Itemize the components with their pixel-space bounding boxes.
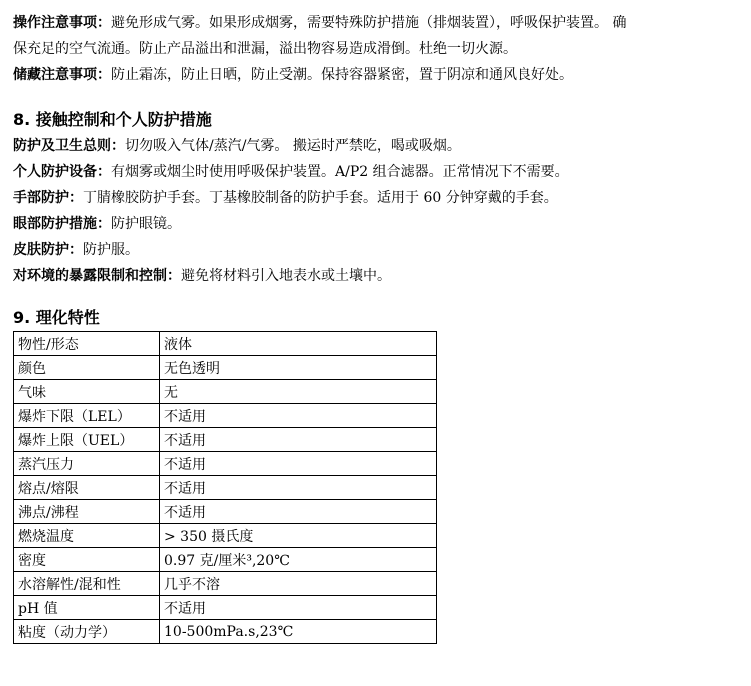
property-value: 不适用 [160, 404, 437, 428]
table-row [14, 332, 437, 356]
property-name: 气味 [14, 380, 160, 404]
section-8-item [13, 185, 569, 211]
section-9-title: 9. 理化特性 [13, 308, 100, 327]
section-9 [13, 307, 437, 644]
property-value: 几乎不溶 [160, 572, 437, 596]
table-row [14, 620, 437, 644]
property-value: 0.97 克/厘米³,20℃ [160, 548, 437, 572]
storage-text: 防止霜冻，防止日晒，防止受潮。保持容器紧密，置于阴凉和通风良好处。 [111, 67, 573, 83]
handling-text-line1: 避免形成气雾。如果形成烟雾，需要特殊防护措施（排烟装置），呼吸保护装置。 确 [111, 15, 627, 31]
section-8 [13, 109, 569, 289]
item-label: 皮肤防护： [13, 242, 83, 258]
table-row [14, 476, 437, 500]
table-row [14, 380, 437, 404]
section-8-item [13, 159, 569, 185]
section-8-title: 8. 接触控制和个人防护措施 [13, 110, 212, 129]
property-name: 蒸汽压力 [14, 452, 160, 476]
item-text: 丁腈橡胶防护手套。丁基橡胶制备的防护手套。适用于 60 分钟穿戴的手套。 [83, 190, 558, 206]
property-name: pH 值 [14, 596, 160, 620]
handling-precautions [13, 10, 626, 36]
item-text: 切勿吸入气体/蒸汽/气雾。 搬运时严禁吃，喝或吸烟。 [125, 138, 461, 154]
property-name: 水溶解性/混和性 [14, 572, 160, 596]
table-row [14, 500, 437, 524]
storage-section [13, 10, 626, 88]
section-8-item [13, 237, 569, 263]
table-row [14, 452, 437, 476]
section-8-items [13, 133, 569, 289]
property-value: 无色透明 [160, 356, 437, 380]
property-name: 爆炸上限（UEL） [14, 428, 160, 452]
table-row [14, 548, 437, 572]
property-name: 颜色 [14, 356, 160, 380]
property-value: 液体 [160, 332, 437, 356]
property-value: 不适用 [160, 428, 437, 452]
table-row [14, 524, 437, 548]
item-text: 防护服。 [83, 242, 139, 258]
property-name: 爆炸下限（LEL） [14, 404, 160, 428]
property-name: 沸点/沸程 [14, 500, 160, 524]
section-8-item [13, 263, 569, 289]
property-value: 无 [160, 380, 437, 404]
property-value: 不适用 [160, 596, 437, 620]
property-value: 不适用 [160, 452, 437, 476]
storage-label: 储藏注意事项： [13, 67, 111, 83]
property-name: 燃烧温度 [14, 524, 160, 548]
section-8-item [13, 133, 569, 159]
item-text: 有烟雾或烟尘时使用呼吸保护装置。A/P2 组合滤器。正常情况下不需要。 [111, 164, 569, 180]
property-value: 不适用 [160, 476, 437, 500]
item-label: 手部防护： [13, 190, 83, 206]
item-label: 个人防护设备： [13, 164, 111, 180]
property-name: 物性/形态 [14, 332, 160, 356]
table-row [14, 428, 437, 452]
property-value: 10-500mPa.s,23℃ [160, 620, 437, 644]
table-row [14, 596, 437, 620]
item-label: 对环境的暴露限制和控制： [13, 268, 181, 284]
property-name: 密度 [14, 548, 160, 572]
property-value: > 350 摄氏度 [160, 524, 437, 548]
section-8-item [13, 211, 569, 237]
table-row [14, 572, 437, 596]
item-label: 眼部防护措施： [13, 216, 111, 232]
properties-table [13, 331, 437, 644]
handling-text-line2: 保充足的空气流通。防止产品溢出和泄漏，溢出物容易造成滑倒。杜绝一切火源。 [13, 41, 517, 57]
table-row [14, 356, 437, 380]
item-text: 防护眼镜。 [111, 216, 181, 232]
table-row [14, 404, 437, 428]
property-value: 不适用 [160, 500, 437, 524]
storage-precautions [13, 62, 626, 88]
item-label: 防护及卫生总则： [13, 138, 125, 154]
property-name: 粘度（动力学） [14, 620, 160, 644]
item-text: 避免将材料引入地表水或土壤中。 [181, 268, 391, 284]
property-name: 熔点/熔限 [14, 476, 160, 500]
handling-label: 操作注意事项： [13, 15, 111, 31]
